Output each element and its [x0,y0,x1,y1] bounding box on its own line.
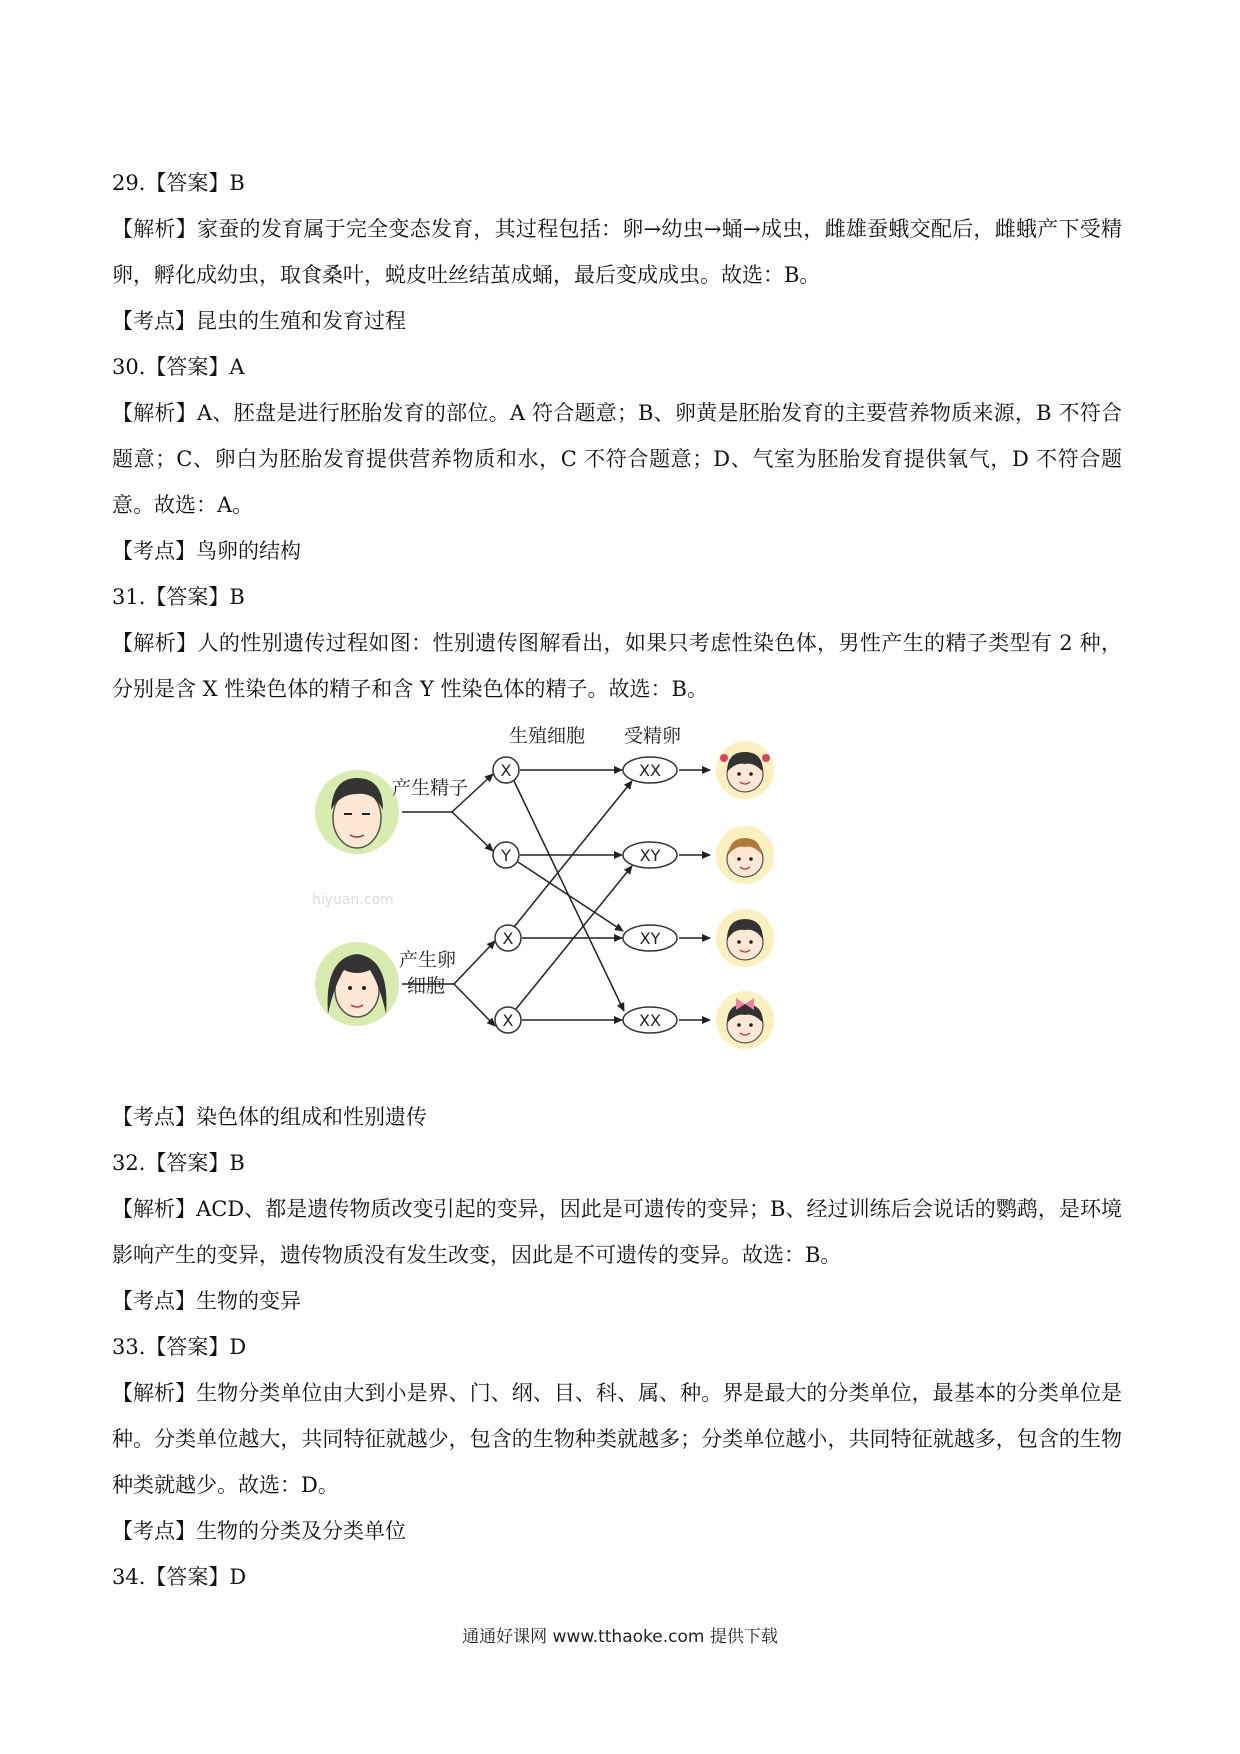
sex-inheritance-diagram [112,714,1122,1094]
zygote [623,757,677,783]
point-33: 【考点】生物的分类及分类单位 [112,1519,406,1543]
svg-text:X: X [500,761,512,780]
page-content [112,160,1122,1600]
analysis-33: 【解析】生物分类单位由大到小是界、门、纲、目、科、属、种。界是最大的分类单位，最基本的分类单位是种。分类单位越大，共同特征就越少，包含的生物种类就越多；分类单位越小，共同特征就越多，包含的生物种类就越少。故选：D。 [112,1381,1122,1497]
answer-32: 32.【答案】B [112,1151,245,1175]
boy-face-icon [716,826,774,884]
girl-face-icon [716,741,774,799]
point-29: 【考点】昆虫的生殖和发育过程 [112,309,406,333]
answer-29: 29.【答案】B [112,171,245,195]
answer-33: 33.【答案】D [112,1335,247,1359]
analysis-29: 【解析】家蚕的发育属于完全变态发育，其过程包括：卵→幼虫→蛹→成虫，雌雄蚕蛾交配后，雌蛾产下受精卵，孵化成幼虫，取食桑叶，蜕皮吐丝结茧成蛹，最后变成成虫。故选：B。 [112,217,1122,287]
point-31: 【考点】染色体的组成和性别遗传 [112,1105,427,1129]
zygote [623,842,677,868]
svg-text:XX: XX [639,1011,661,1030]
point-30: 【考点】鸟卵的结构 [112,539,301,563]
analysis-32: 【解析】ACD、都是遗传物质改变引起的变异，因此是可遗传的变异；B、经过训练后会说话的鹦鹉，是环境影响产生的变异，遗传物质没有发生改变，因此是不可遗传的变异。故选：B。 [112,1197,1122,1267]
svg-text:XX: XX [639,761,661,780]
svg-text:X: X [502,1011,514,1030]
answer-31: 31.【答案】B [112,585,245,609]
analysis-30: 【解析】A、胚盘是进行胚胎发育的部位。A 符合题意；B、卵黄是胚胎发育的主要营养物质来源，B 不符合题意；C、卵白为胚胎发育提供营养物质和水，C 不符合题意；D、气室为胚胎发育提供氧气，D 不符合题意。故选：A。 [112,401,1122,517]
header-germ-cells: 生殖细胞 [509,725,586,747]
zygote [623,1007,677,1033]
svg-text:Y: Y [501,846,511,865]
boy-face-icon [716,909,774,967]
label-produce-sperm: 产生精子 [392,777,469,799]
svg-text:XY: XY [639,929,661,948]
mother-face-icon [315,942,399,1026]
zygote [623,925,677,951]
germ-cell [495,925,521,951]
analysis-31: 【解析】人的性别遗传过程如图：性别遗传图解看出，如果只考虑性染色体，男性产生的精子类型有 2 种，分别是含 X 性染色体的精子和含 Y 性染色体的精子。故选：B。 [112,631,1122,701]
germ-cell [495,1007,521,1033]
svg-text:X: X [502,929,514,948]
girl-face-icon [716,991,774,1049]
point-32: 【考点】生物的变异 [112,1289,301,1313]
header-zygote: 受精卵 [624,725,682,747]
label-egg-cell: 细胞 [407,975,446,997]
label-produce-egg: 产生卵 [399,949,457,971]
watermark: hiyuan.com [312,892,394,908]
answer-30: 30.【答案】A [112,355,245,379]
svg-text:XY: XY [639,846,661,865]
answer-34: 34.【答案】D [112,1565,247,1589]
germ-cell [493,842,519,868]
germ-cell [493,757,519,783]
father-face-icon [315,770,399,854]
page-footer: 通通好课网 www.tthaoke.com 提供下载 [462,1627,778,1647]
